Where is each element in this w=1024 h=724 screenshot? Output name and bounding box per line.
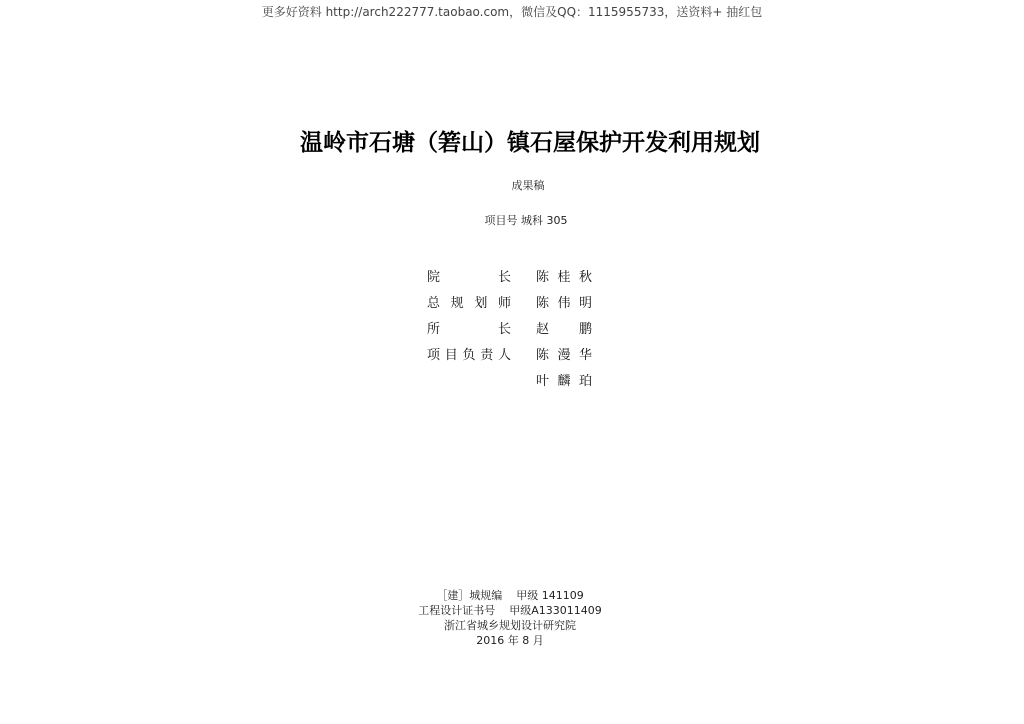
staff-row [427,318,627,344]
staff-role: 院长 [427,270,511,285]
project-number: 项目号 城科 305 [484,214,568,227]
staff-name: 赵鹏 [536,322,592,337]
staff-name: 叶麟珀 [536,374,592,389]
staff-role: 项目负责人 [427,348,511,363]
staff-role: 总规划师 [427,296,511,311]
staff-name: 陈漫华 [536,348,592,363]
staff-name: 陈桂秋 [536,270,592,285]
institute-name: 浙江省城乡规划设计研究院 [444,619,576,632]
staff-row [427,344,627,370]
design-certificate: 工程设计证书号 甲级A133011409 [418,604,602,617]
document-date: 2016 年 8 月 [476,634,544,647]
staff-list [427,266,627,396]
staff-row [427,292,627,318]
staff-role: 所长 [427,322,511,337]
staff-name: 陈伟明 [536,296,592,311]
header-promo-text: 更多好资料 http://arch222777.taobao.com，微信及QQ：1115955733，送资料+ 抽红包 [261,5,763,19]
document-title: 温岭市石塘（箬山）镇石屋保护开发利用规划 [300,130,760,156]
document-status: 成果稿 [511,179,545,192]
staff-row [427,266,627,292]
footer-info [0,588,1020,648]
planning-license: ［建］城规编 甲级 141109 [436,589,584,602]
staff-row [427,370,627,396]
